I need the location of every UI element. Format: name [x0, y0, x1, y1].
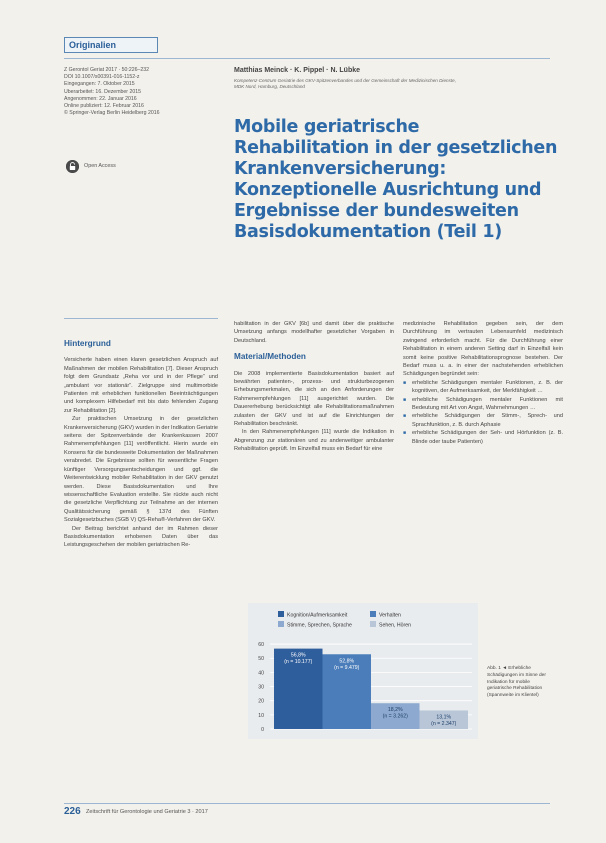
page-number: 226	[64, 806, 81, 817]
bullet-item: ■ erhebliche Schädigungen mentaler Funktionen mit Bedeutung mit Art von Angst, Wahrnehmungen …	[403, 396, 563, 413]
bar-data-label: 18,2%	[387, 707, 403, 714]
bar-data-label: (n = 3.262)	[382, 713, 408, 720]
figure-chart	[248, 603, 478, 739]
legend-label: Sehen, Hören	[379, 622, 412, 629]
y-tick-label: 50	[258, 656, 264, 663]
section-label: Originalien	[64, 37, 158, 53]
affiliation-line: MDK Nord, Hamburg, Deutschland	[234, 84, 305, 90]
legend-label: Kognition/Aufmerksamkeit	[287, 612, 348, 619]
bar-data-label: 13,1%	[436, 714, 452, 721]
paragraph: medizinische Rehabilitation gegeben sein, der dem Durchführung im vertrauten Lebensumfeld medizinisch zwingend erforderlich macht. Für die Durchführung einer Rehabilitation in einem anderen Setting darf in Einzelfall kein somit keine positive Rehabilitationsprognose bestehen. Der Bedarf muss u. a. in einer der nachstehenden erheblichen Schädigungen begründet sein:	[403, 321, 563, 378]
y-tick-label: 30	[258, 684, 264, 691]
y-tick-label: 10	[258, 712, 264, 719]
meta-line: Z Gerontol Geriat 2017 · 50:226–232	[64, 67, 150, 73]
article-title	[234, 117, 574, 243]
meta-line: Angenommen: 22. Januar 2016	[64, 95, 137, 102]
bar-data-label: 52,8%	[339, 658, 355, 665]
journal-name: Zeitschrift für Gerontologie und Geriatrie 3 · 2017	[86, 809, 208, 815]
meta-line: DOI 10.1007/s00391-016-1152-z	[64, 74, 140, 81]
column-rule	[64, 318, 218, 319]
bullet-item: ■ erhebliche Schädigungen mentaler Funktionen, z. B. der kognitiven, der Aufmerksamkeit, der Merkfähigkeit …	[403, 379, 563, 396]
y-tick-label: 20	[258, 698, 264, 705]
paragraph: Die 2008 implementierte Basisdokumentation basiert auf bewährten patienten-, prozess- und strukturbezogenen Erhebungsmerkmalen, die sich an den Anforderungen der Rahmenempfehlungen [11] ausgerichtet wurden. Die Dauererhebung berücksichtigt alle Rehabilitationsmaßnahmen zulasten der GKV und ist auf die Einrichtungen der Rehabilitation beschränkt.	[234, 370, 394, 428]
y-tick-label: 40	[258, 670, 264, 677]
open-access-label: Open Access	[84, 163, 116, 169]
legend-label: Verhalten	[379, 612, 401, 619]
bar-data-label: (n = 2.347)	[431, 720, 457, 727]
meta-line: Überarbeitet: 16. Dezember 2015	[64, 88, 141, 95]
legend-swatch	[278, 611, 284, 617]
column-2	[234, 320, 394, 454]
bar-data-label: 56,8%	[290, 652, 306, 659]
bullet-list	[403, 379, 563, 446]
legend-swatch	[278, 621, 284, 627]
article-meta	[64, 67, 214, 117]
paragraph: In den Rahmenempfehlungen [11] wurde die Indikation in Abgrenzung zur stationären und zu anderweitiger ambulanter Rehabilitation geprüft. Im Einzelfall muss ein Bedarf für eine	[234, 429, 394, 453]
bar-data-label: (n = 9.479)	[334, 664, 360, 671]
y-tick-label: 0	[261, 727, 264, 733]
y-tick-label: 60	[258, 642, 264, 649]
column-3	[403, 320, 563, 446]
legend-swatch	[370, 611, 376, 617]
bar-chart	[248, 603, 478, 739]
legend-label: Stimme, Sprechen, Sprache	[287, 622, 352, 629]
open-access-lock-icon	[66, 160, 79, 173]
meta-line: Online publiziert: 12. Februar 2016	[64, 103, 144, 110]
authors: Matthias Meinck · K. Pippel · N. Lübke	[234, 67, 361, 74]
paragraph: habilitation in der GKV [6b] und damit über die praktische Umsetzung anfangs modellhafter gesetzlicher Vorgaben in Deutschland.	[234, 321, 394, 344]
meta-line: © Springer-Verlag Berlin Heidelberg 2016	[64, 110, 160, 117]
bar-data-label: (n = 10.177)	[284, 659, 313, 666]
paragraph: Versicherte haben einen klaren gesetzlichen Anspruch auf Maßnahmen der mobilen Rehabilitation [7]. Dieser Anspruch folgt dem Grundsatz „Reha vor und in der Pflege“ und „ambulant vor stationär“. Zielgruppe sind multimorbide Patienten mit erheblichen funktionellen Beeinträchtigungen und komplexem Hilfebedarf mit bis dato fehlenden Zugang zur Rehabilitation [2].	[64, 357, 218, 414]
header-rule	[64, 58, 550, 59]
title-line: Konzeptionelle Ausrichtung und	[234, 180, 542, 200]
title-line: Mobile geriatrische	[234, 117, 420, 137]
section-heading-background: Hintergrund	[64, 339, 111, 348]
meta-line: Eingegangen: 7. Oktober 2015	[64, 81, 135, 88]
title-line: Basisdokumentation (Teil 1)	[234, 222, 502, 242]
affiliation	[234, 78, 554, 91]
figure-caption: Abb. 1 ◄ Erhebliche Schädigungen im Sinne der Indikation für mobile geriatrische Rehabilitation (Spannweite im Klientel)	[487, 666, 546, 699]
affiliation-line: Kompetenz-Centrum Geriatrie des GKV-Spitzenverbandes und der Gemeinschaft der Medizinischen Dienste,	[234, 78, 456, 83]
bullet-item: ■ erhebliche Schädigungen der Stimm-, Sprech- und Sprachfunktion, z. B. durch Aphasie	[403, 412, 563, 429]
column-1	[64, 340, 218, 550]
title-line: Ergebnisse der bundesweiten	[234, 201, 519, 221]
title-line: Krankenversicherung:	[234, 159, 447, 179]
section-heading-methods: Material/Methoden	[234, 352, 306, 362]
bullet-item: ■ erhebliche Schädigungen der Seh- und Hörfunktion (z. B. Blinde oder taube Patienten)	[403, 429, 563, 446]
legend-swatch	[370, 621, 376, 627]
footer-rule	[64, 803, 550, 804]
paragraph: Der Beitrag berichtet anhand der im Rahmen dieser Basisdokumentation erhobenen Daten über das Leistungsgeschehen der mobilen geriatrischen Re-	[64, 525, 218, 549]
paragraph: Zur praktischen Umsetzung in der gesetzlichen Krankenversicherung (GKV) wurden in der Indikation Geriatrie seitens der Spitzenverbände der Krankenkassen 2007 Rahmenempfehlungen [11] veröffentlicht. Hierin wurde ein Konsens für die bundesweite Dokumentation der Maßnahmen verabredet. Die Ergebnisse sollten für wesentliche Fragen künftiger Versorgungsentscheidungen und ggf. die Weiterentwicklung mobiler Rehabilitation in der GKV genutzt werden. Diese Basisdokumentation und Ihre wissenschaftliche Evaluation erstellte. Sie rückte auch nicht die gesetzliche Verpflichtung zur Teilnahme an der internen Qualitätssicherung gemäß § 137d des Fünften Sozialgesetzbuches (SGB V) QS-Reha®-Verfahren der GKV.	[64, 416, 218, 524]
title-line: Rehabilitation in der gesetzlichen	[234, 138, 558, 158]
